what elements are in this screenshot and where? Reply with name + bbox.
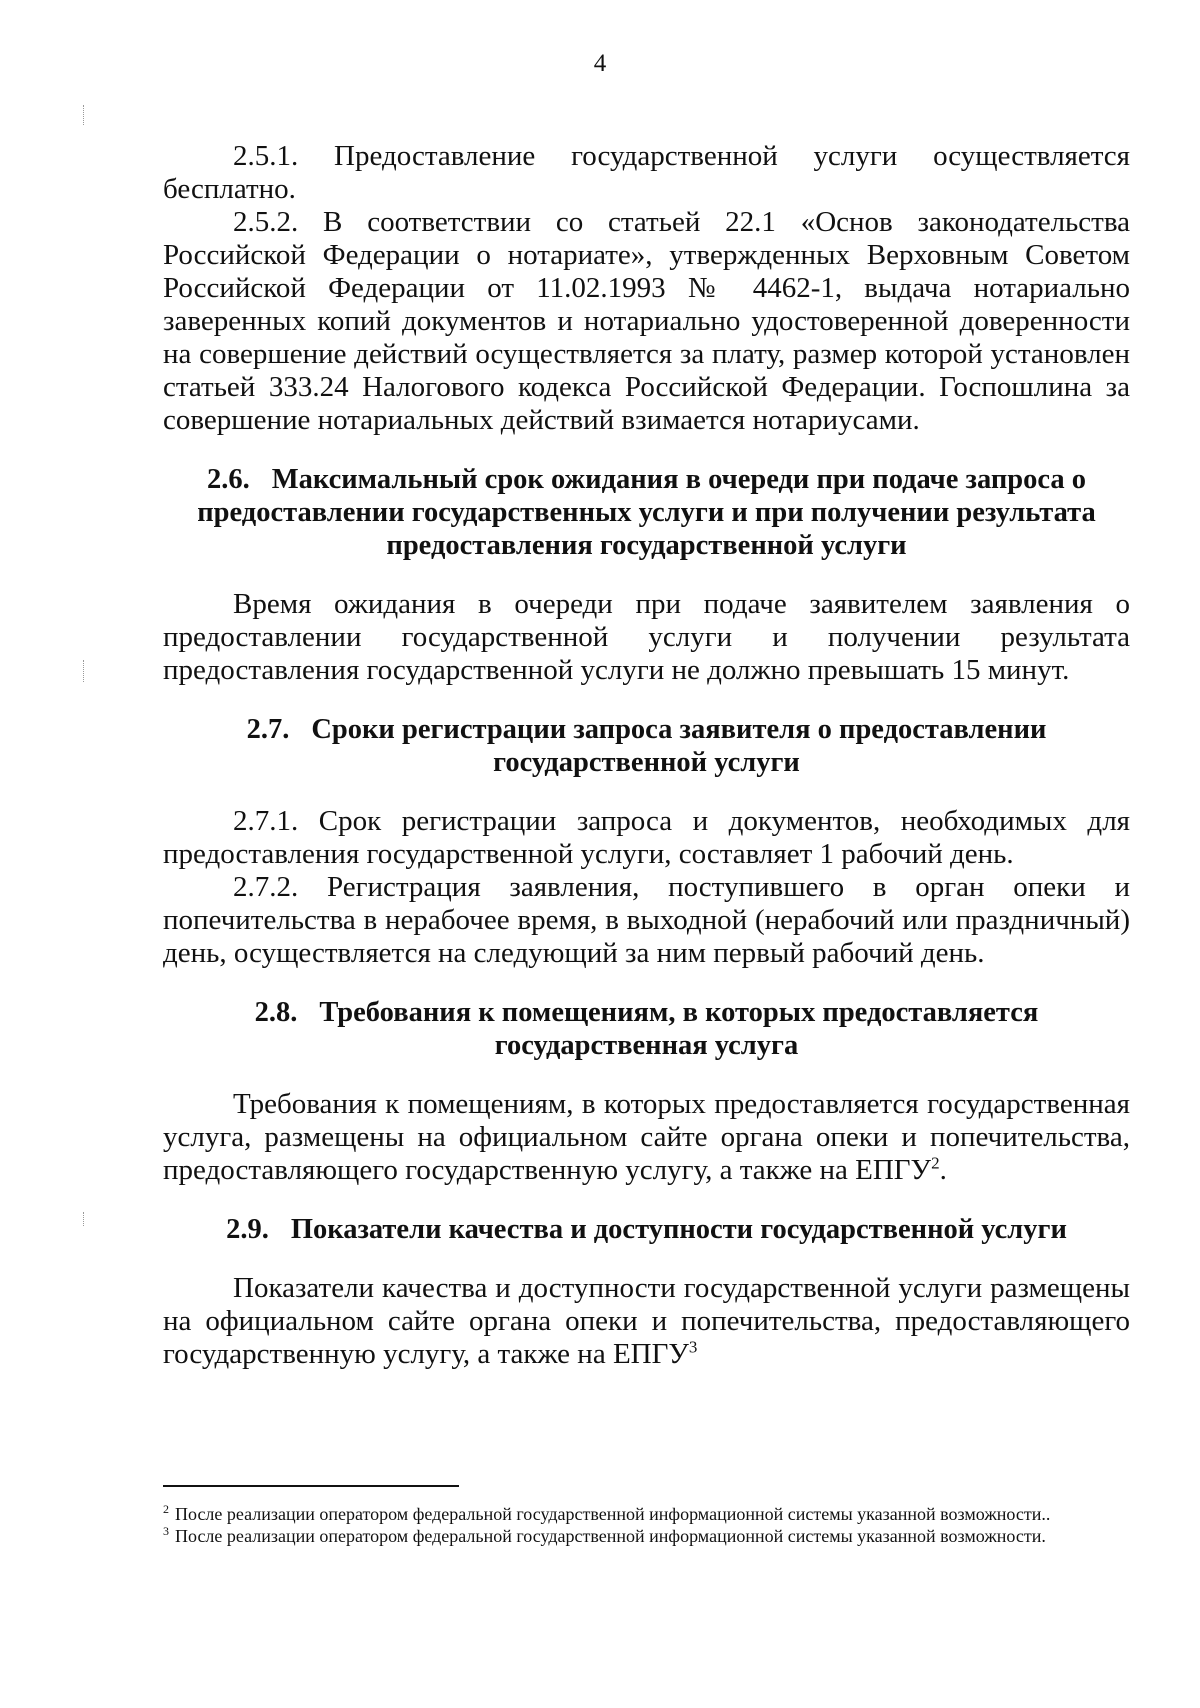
footnote-ref[interactable]: 2 [931,1153,940,1173]
section-number: 2.9. [226,1214,269,1245]
document-body [163,140,1130,1371]
paragraph-2-7-1: 2.7.1. Срок регистрации запроса и документов, необходимых для предоставления государственной услуги, составляет 1 рабочий день. [163,805,1130,870]
margin-mark [83,660,87,682]
footnote-text: После реализации оператором федеральной государственной информационной системы указанной возможности. [175,1526,1046,1546]
section-number: 2.7. [246,714,290,745]
section-heading-2-6 [163,463,1130,562]
paragraph-2-6: Время ожидания в очереди при подаче заявителем заявления о предоставлении государственной услуги и получении результата предоставления государственной услуги не должно превышать 15 минут. [163,588,1130,686]
page-number: 4 [593,50,607,77]
margin-mark [83,105,87,125]
paragraph-text: Требования к помещениям, в которых предоставляется государственная услуга, размещены на официальном сайте органа опеки и попечительства, предоставляющего государственную услугу, а также на ЕПГУ [163,1088,1130,1186]
footnote-text: После реализации оператором федеральной государственной информационной системы указанной возможности.. [175,1504,1051,1524]
section-heading-2-7 [163,713,1130,779]
footnotes [163,1503,1130,1547]
footnote-3 [163,1525,1130,1547]
footnote-marker: 3 [163,1524,169,1538]
footnote-marker: 2 [163,1502,169,1516]
paragraph-2-8 [163,1088,1130,1187]
paragraph-2-7-2: 2.7.2. Регистрация заявления, поступившего в орган опеки и попечительства в нерабочее время, в выходной (нерабочий или праздничный) день, осуществляется на следующий за ним первый рабочий день. [163,871,1130,969]
paragraph-2-5-2: 2.5.2. В соответствии со статьей 22.1 «Основ законодательства Российской Федерации о нотариате», утвержденных Верховным Советом Российской Федерации от 11.02.1993 № 4462-1, выдача нотариально заверенных копий документов и нотариально удостоверенной доверенности на совершение действий осуществляется за плату, размер которой установлен статьей 333.24 Налогового кодекса Российской Федерации. Госпошлина за совершение нотариальных действий взимается нотариусами. [163,206,1130,436]
section-title: Показатели качества и доступности государственной услуги [290,1214,1067,1245]
section-title: Требования к помещениям, в которых предоставляется государственная услуга [319,997,1039,1061]
paragraph-2-5-1: 2.5.1. Предоставление государственной услуги осуществляется бесплатно. [163,140,1130,205]
section-title: Сроки регистрации запроса заявителя о предоставлении государственной услуги [311,714,1047,778]
paragraph-text: Показатели качества и доступности государственной услуги размещены на официальном сайте органа опеки и попечительства, предоставляющего государственную услугу, а также на ЕПГУ [163,1272,1130,1370]
footnote-divider [163,1485,459,1487]
paragraph-end: . [939,1154,947,1186]
paragraph-2-9 [163,1272,1130,1371]
section-number: 2.6. [206,464,250,495]
section-number: 2.8. [254,997,298,1028]
section-title: Максимальный срок ожидания в очереди при подаче запроса о предоставлении государственных услуги и при получении результата предоставления государственной услуги [197,464,1096,561]
margin-mark [83,1212,87,1226]
section-heading-2-8 [163,996,1130,1062]
section-heading-2-9 [163,1213,1130,1246]
footnote-2 [163,1503,1130,1525]
footnote-ref[interactable]: 3 [688,1337,698,1357]
